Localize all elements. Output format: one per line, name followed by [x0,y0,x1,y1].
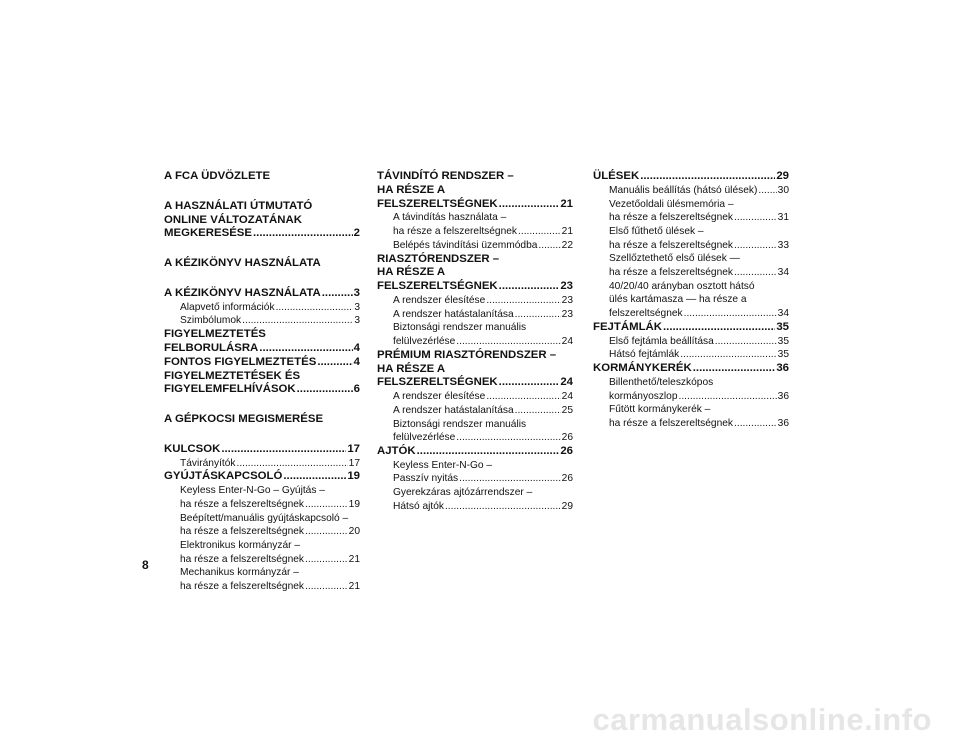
toc-entry-text: Biztonsági rendszer manuális [393,322,527,334]
toc-entry-text: AJTÓK [377,444,416,457]
toc-entry-row [393,472,573,486]
toc-page-number: 26 [561,432,573,444]
toc-page-number: 3 [353,286,360,299]
toc-entry-text: Szellőztethető első ülések — [609,253,740,265]
dot-leader [417,445,560,459]
toc-heading[interactable] [377,253,573,294]
toc-subentry[interactable] [377,239,573,253]
dot-leader [758,184,776,198]
toc-entry-row [393,390,573,404]
toc-page-number: 21 [561,226,573,238]
dot-leader [259,342,352,356]
toc-page-number: 21 [348,553,360,565]
dot-leader [515,404,561,418]
toc-page-number: 3 [354,301,360,313]
toc-entry-row [609,417,789,431]
toc-entry-text: Billenthető/teleszkópos [609,376,714,388]
toc-entry-text: FIGYELEMFELHÍVÁSOK [164,383,296,396]
toc-entry-row [609,307,789,321]
toc-entry-text: Vezetőoldali ülésmemória – [609,198,734,210]
page-number: 8 [142,558,149,572]
toc-entry-text: Távirányítók [180,457,236,469]
toc-entry-text: FONTOS FIGYELMEZTETÉS [164,355,317,368]
toc-page-number: 34 [777,267,789,279]
toc-entry-row [609,348,789,362]
toc-heading[interactable] [593,321,789,335]
toc-entry-text: A HASZNÁLATI ÚTMUTATÓ [164,199,313,212]
dot-leader [305,525,348,539]
dot-leader [538,239,560,253]
dot-leader [663,321,775,335]
toc-entry-row [393,500,573,514]
toc-subentry[interactable] [377,390,573,404]
toc-entry-text: Biztonsági rendszer manuális [393,418,527,430]
dot-leader [305,498,348,512]
toc-entry-text: KORMÁNYKERÉK [593,362,692,375]
toc-entry-row [377,376,573,390]
toc-page-number: 22 [561,239,573,251]
toc-entry-text: Alapvető információk [180,301,275,313]
toc-entry-row [609,184,789,198]
toc-entry-row [180,457,360,471]
toc-entry-text: ÜLÉSEK [593,170,640,182]
dot-leader [297,383,353,397]
section-gap [164,241,360,257]
toc-entry-text: RIASZTÓRENDSZER – [377,252,500,265]
dot-leader [445,500,561,514]
toc-subentry[interactable] [377,459,573,486]
toc-entry-text: A rendszer élesítése [393,391,486,403]
toc-entry-text: Első fűthető ülések – [609,225,704,237]
toc-entry-text: Fűtött kormánykerék – [609,404,711,416]
dot-leader [486,390,560,404]
toc-entry-text: A GÉPKOCSI MEGISMERÉSE [164,413,324,426]
toc-entry-text: ha része a felszereltségnek [180,526,305,538]
toc-entry-text: FEJTÁMLÁK [593,320,662,333]
toc-entry-row [377,280,573,294]
dot-leader [456,335,560,349]
toc-entry-text: felülvezérlése [393,336,456,347]
toc-entry-text: HA RÉSZE A [377,362,446,375]
toc-entry-text: FIGYELMEZTETÉS [164,328,266,341]
toc-page-number: 25 [561,404,573,416]
dot-leader [679,390,777,404]
toc-entry-row [609,266,789,280]
toc-subentry[interactable] [377,321,573,348]
toc-heading[interactable] [164,370,360,398]
toc-entry-text: ha része a felszereltségnek [180,498,305,510]
toc-entry-text: KULCSOK [164,442,221,455]
toc-entry-row [393,431,573,445]
section-gap [164,184,360,200]
toc-subentry[interactable] [593,198,789,225]
toc-subentry[interactable] [377,418,573,445]
section-gap [164,271,360,287]
toc-page-number: 30 [777,184,789,196]
toc-entry-text: Elektronikus kormányzár – [180,540,301,552]
dot-leader [221,443,346,457]
dot-leader [276,301,354,315]
toc-entry-text: Hátsó fejtámlák [609,349,680,361]
watermark: carmanualsonline.info [592,702,932,737]
toc-page-number: 26 [561,473,573,485]
toc-page-number: 23 [561,294,573,306]
dot-leader [456,431,560,445]
toc-page-number: 31 [777,212,789,224]
toc-entry-text: Hátsó ajtók [393,500,444,512]
dot-leader [459,472,561,486]
toc-entry-text: Mechanikus kormányzár – [180,567,299,579]
toc-entry-text: Manuális beállítás (hátsó ülések) [609,184,758,196]
toc-entry-text: Passzív nyitás [393,473,459,485]
toc-entry-text: FELSZERELTSÉGNEK [377,280,498,293]
toc-entry-text: A távindítás használata – [393,212,507,224]
toc-page-number: 36 [777,417,789,429]
toc-entry-text: felülvezérlése [393,432,456,444]
toc-page-number: 6 [353,383,360,396]
toc-entry-text: ha része a felszereltségnek [609,239,734,251]
toc-entry-row [377,198,573,212]
toc-entry-row [393,404,573,418]
toc-entry-text: ha része a felszereltségnek [609,417,734,429]
toc-heading[interactable] [164,443,360,457]
toc-page-number: 21 [348,581,360,593]
dot-leader [283,470,346,484]
dot-leader [734,417,777,431]
toc-subentry[interactable] [377,211,573,238]
toc-entry-text: FIGYELMEZTETÉSEK ÉS [164,369,301,382]
toc-page-number: 4 [353,355,360,368]
toc-page-number: 29 [561,500,573,512]
dot-leader [499,376,560,390]
dot-leader [317,356,352,370]
toc-entry-text: A KÉZIKÖNYV HASZNÁLATA [164,257,321,270]
toc-heading[interactable] [377,170,573,211]
toc-heading[interactable] [593,362,789,376]
toc-entry-text: Keyless Enter-N-Go – Gyújtás – [180,485,325,497]
section-gap [164,427,360,443]
toc-subentry[interactable] [164,314,360,328]
toc-entry-text: A rendszer hatástalanítása [393,308,514,320]
dot-leader [242,314,353,328]
toc-page-number: 36 [776,362,789,375]
toc-entry-text: kormányoszlop [609,390,678,402]
toc-subentry[interactable] [593,225,789,252]
toc-page-number: 20 [348,526,360,538]
dot-leader [734,266,777,280]
toc-page-number: 17 [348,457,360,469]
toc-entry-text: FELSZERELTSÉGNEK [377,197,498,210]
toc-column-3 [593,170,789,431]
toc-entry-text: ha része a felszereltségnek [180,553,305,565]
toc-entry-row [609,390,789,404]
dot-leader [684,307,777,321]
toc-page-number: 24 [560,376,573,389]
toc-entry-text: A rendszer hatástalanítása [393,404,514,416]
toc-page-number: 35 [777,335,789,347]
dot-leader [253,227,353,241]
toc-subentry[interactable] [164,512,360,539]
toc-heading[interactable] [377,349,573,390]
toc-page-number: 19 [348,498,360,510]
toc-heading[interactable] [164,170,360,184]
toc-entry-text: A rendszer élesítése [393,294,486,306]
toc-entry-row [609,239,789,253]
toc-entry-text: ha része a felszereltségnek [180,581,305,593]
toc-entry-row [393,294,573,308]
toc-entry-text: Első fejtámla beállítása [609,335,714,347]
dot-leader [499,198,560,212]
toc-entry-text: FELSZERELTSÉGNEK [377,376,498,389]
toc-entry-text: A KÉZIKÖNYV HASZNÁLATA [164,286,321,299]
toc-entry-text: MEGKERESÉSE [164,227,252,240]
toc-page-number: 29 [776,170,789,182]
dot-leader [640,170,775,184]
dot-leader [322,287,353,301]
toc-heading[interactable] [164,200,360,241]
toc-subentry[interactable] [593,184,789,198]
dot-leader [680,348,776,362]
toc-entry-text: ülés kartámasza — ha része a [609,294,747,306]
toc-entry-text: felszereltségnek [609,308,683,320]
toc-subentry[interactable] [593,403,789,430]
toc-entry-row [180,314,360,328]
toc-entry-row [593,170,789,184]
toc-entry-row [164,227,360,241]
dot-leader [305,580,348,594]
toc-heading[interactable] [164,287,360,301]
toc-entry-text: Keyless Enter-N-Go – [393,459,493,471]
toc-entry-text: Gyerekzáras ajtózárrendszer – [393,487,533,499]
toc-page-number: 19 [347,470,360,483]
toc-entry-row [164,383,360,397]
toc-entry-row [164,356,360,370]
toc-heading[interactable] [164,257,360,271]
toc-subentry[interactable] [593,252,789,279]
toc-entry-row [393,335,573,349]
toc-entry-row [180,553,360,567]
toc-entry-text: Beépített/manuális gyújtáskapcsoló – [180,512,349,524]
toc-entry-row [180,525,360,539]
toc-entry-text: ha része a felszereltségnek [393,226,518,238]
toc-entry-text: TÁVINDÍTÓ RENDSZER – [377,170,514,182]
toc-subentry[interactable] [593,376,789,403]
toc-entry-row [593,321,789,335]
dot-leader [734,211,777,225]
dot-leader [734,239,777,253]
toc-entry-text: HA RÉSZE A [377,266,446,279]
dot-leader [515,308,561,322]
toc-entry-text: ha része a felszereltségnek [609,267,734,279]
toc-heading[interactable] [164,413,360,427]
toc-page-number: 36 [777,390,789,402]
toc-entry-row [377,445,573,459]
toc-entry-row [593,362,789,376]
toc-heading[interactable] [377,445,573,459]
dot-leader [486,294,560,308]
toc-entry-text: A FCA ÜDVÖZLETE [164,170,271,182]
toc-page-number: 35 [776,320,789,333]
toc-entry-row [609,211,789,225]
toc-entry-row [180,580,360,594]
dot-leader [693,362,776,376]
toc-entry-text: FELBORULÁSRA [164,341,259,354]
toc-subentry[interactable] [593,280,789,321]
toc-page-number: 34 [777,308,789,320]
toc-page-number: 24 [561,391,573,403]
toc-entry-row [609,335,789,349]
toc-entry-text: 40/20/40 arányban osztott hátsó [609,280,755,292]
toc-entry-text: Belépés távindítási üzemmódba [393,239,538,251]
toc-column-2 [377,170,573,514]
toc-page-number: 3 [354,315,360,327]
toc-subentry[interactable] [377,308,573,322]
toc-entry-text: ONLINE VÁLTOZATÁNAK [164,213,302,226]
toc-entry-text: HA RÉSZE A [377,183,446,196]
toc-heading[interactable] [164,470,360,484]
toc-entry-row [180,301,360,315]
toc-entry-row [393,225,573,239]
dot-leader [518,225,561,239]
toc-page-number: 4 [353,341,360,354]
toc-entry-row [393,308,573,322]
toc-subentry[interactable] [164,484,360,511]
toc-entry-row [393,239,573,253]
toc-entry-text: PRÉMIUM RIASZTÓRENDSZER – [377,348,557,361]
toc-heading[interactable] [593,170,789,184]
toc-entry-text: ha része a felszereltségnek [609,212,734,224]
toc-entry-row [164,443,360,457]
toc-entry-text: Szimbólumok [180,315,242,327]
toc-entry-row [164,342,360,356]
toc-entry-row [180,498,360,512]
toc-page-number: 35 [777,349,789,361]
toc-subentry[interactable] [593,335,789,349]
toc-subentry[interactable] [377,294,573,308]
toc-page-number: 2 [353,227,360,240]
toc-subentry[interactable] [164,566,360,593]
toc-heading[interactable] [164,328,360,356]
toc-page-number: 24 [561,336,573,347]
toc-page-number: 26 [560,444,573,457]
dot-leader [305,553,348,567]
dot-leader [499,280,560,294]
toc-page-number: 23 [561,308,573,320]
toc-page-number: 33 [777,239,789,251]
dot-leader [236,457,347,471]
section-gap [164,397,360,413]
toc-subentry[interactable] [593,348,789,362]
toc-heading[interactable] [164,356,360,370]
toc-page-number: 23 [560,280,573,293]
toc-subentry[interactable] [164,301,360,315]
toc-entry-row [164,287,360,301]
toc-entry-row [164,470,360,484]
toc-entry-text: GYÚJTÁSKAPCSOLÓ [164,470,283,483]
dot-leader [715,335,777,349]
toc-subentry[interactable] [164,457,360,471]
toc-page-number: 17 [347,442,360,455]
toc-subentry[interactable] [377,486,573,513]
toc-column-1 [164,170,360,594]
toc-subentry[interactable] [164,539,360,566]
toc-subentry[interactable] [377,404,573,418]
toc-page-number: 21 [560,197,573,210]
